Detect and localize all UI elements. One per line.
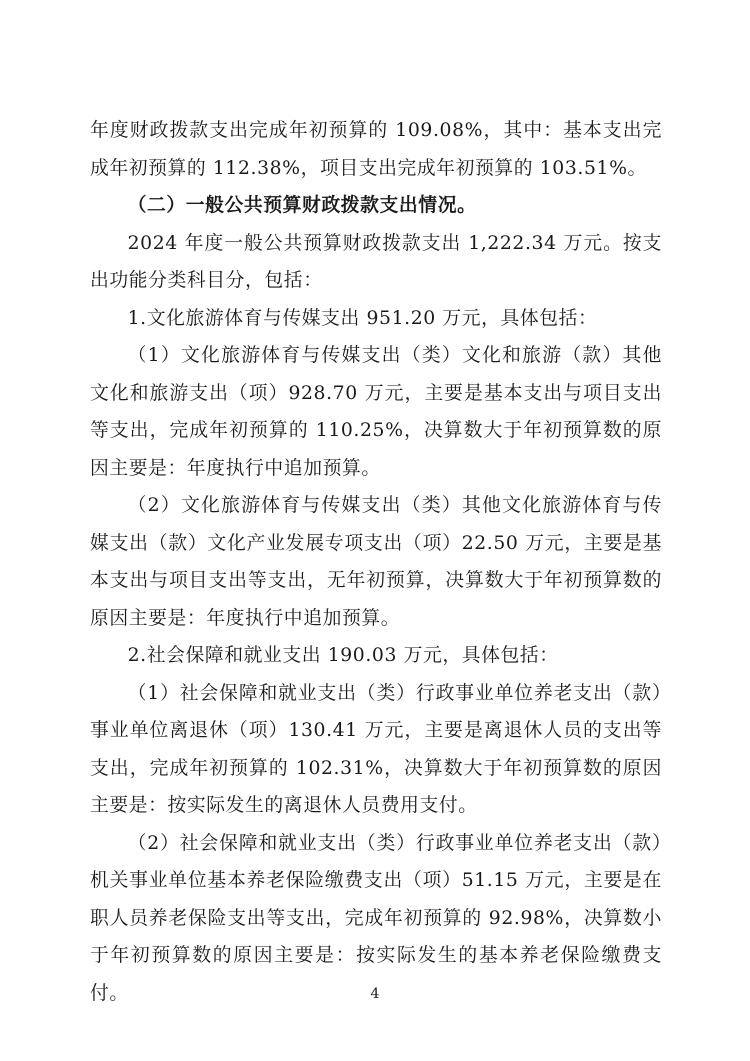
- paragraph-culture-item-2: （2）文化旅游体育与传媒支出（类）其他文化旅游体育与传媒支出（款）文化产业发展专项支出（项）22.50 万元，主要是基本支出与项目支出等支出，无年初预算，决算数大于年初预算数的原因主要是：年度执行中追加预算。: [90, 495, 662, 629]
- paragraph-social-item-2: （2）社会保障和就业支出（类）行政事业单位养老支出（款）机关事业单位基本养老保险缴费支出（项）51.15 万元，主要是在职人员养老保险支出等支出，完成年初预算的 92.98%，决算数小于年初预算数的原因主要是：按实际发生的基本养老保险缴费支付。: [90, 832, 662, 1004]
- section-heading: （二）一般公共预算财政拨款支出情况。: [127, 194, 477, 216]
- paragraph-total-expenditure: 2024 年度一般公共预算财政拨款支出 1,222.34 万元。按支出功能分类科目分，包括：: [90, 232, 662, 291]
- paragraph-culture-item-1: （1）文化旅游体育与传媒支出（类）文化和旅游（款）其他文化和旅游支出（项）928.70 万元，主要是基本支出与项目支出等支出，完成年初预算的 110.25%，决算数大于年初预算数的原因主要是：年度执行中追加预算。: [90, 345, 662, 479]
- paragraph-social-security: 2.社会保障和就业支出 190.03 万元，具体包括：: [127, 645, 559, 666]
- document-body: [90, 112, 662, 1012]
- paragraph-culture-tourism: 1.文化旅游体育与传媒支出 951.20 万元，具体包括：: [127, 307, 598, 329]
- paragraph-continued: 年度财政拨款支出完成年初预算的 109.08%，其中：基本支出完成年初预算的 112.38%，项目支出完成年初预算的 103.51%。: [90, 120, 662, 179]
- paragraph-social-item-1: （1）社会保障和就业支出（类）行政事业单位养老支出（款）事业单位离退休（项）130.41 万元，主要是离退休人员的支出等支出，完成年初预算的 102.31%，决算数大于年初预算数的原因主要是：按实际发生的离退休人员费用支付。: [90, 682, 662, 816]
- page-number: 4: [370, 986, 380, 1002]
